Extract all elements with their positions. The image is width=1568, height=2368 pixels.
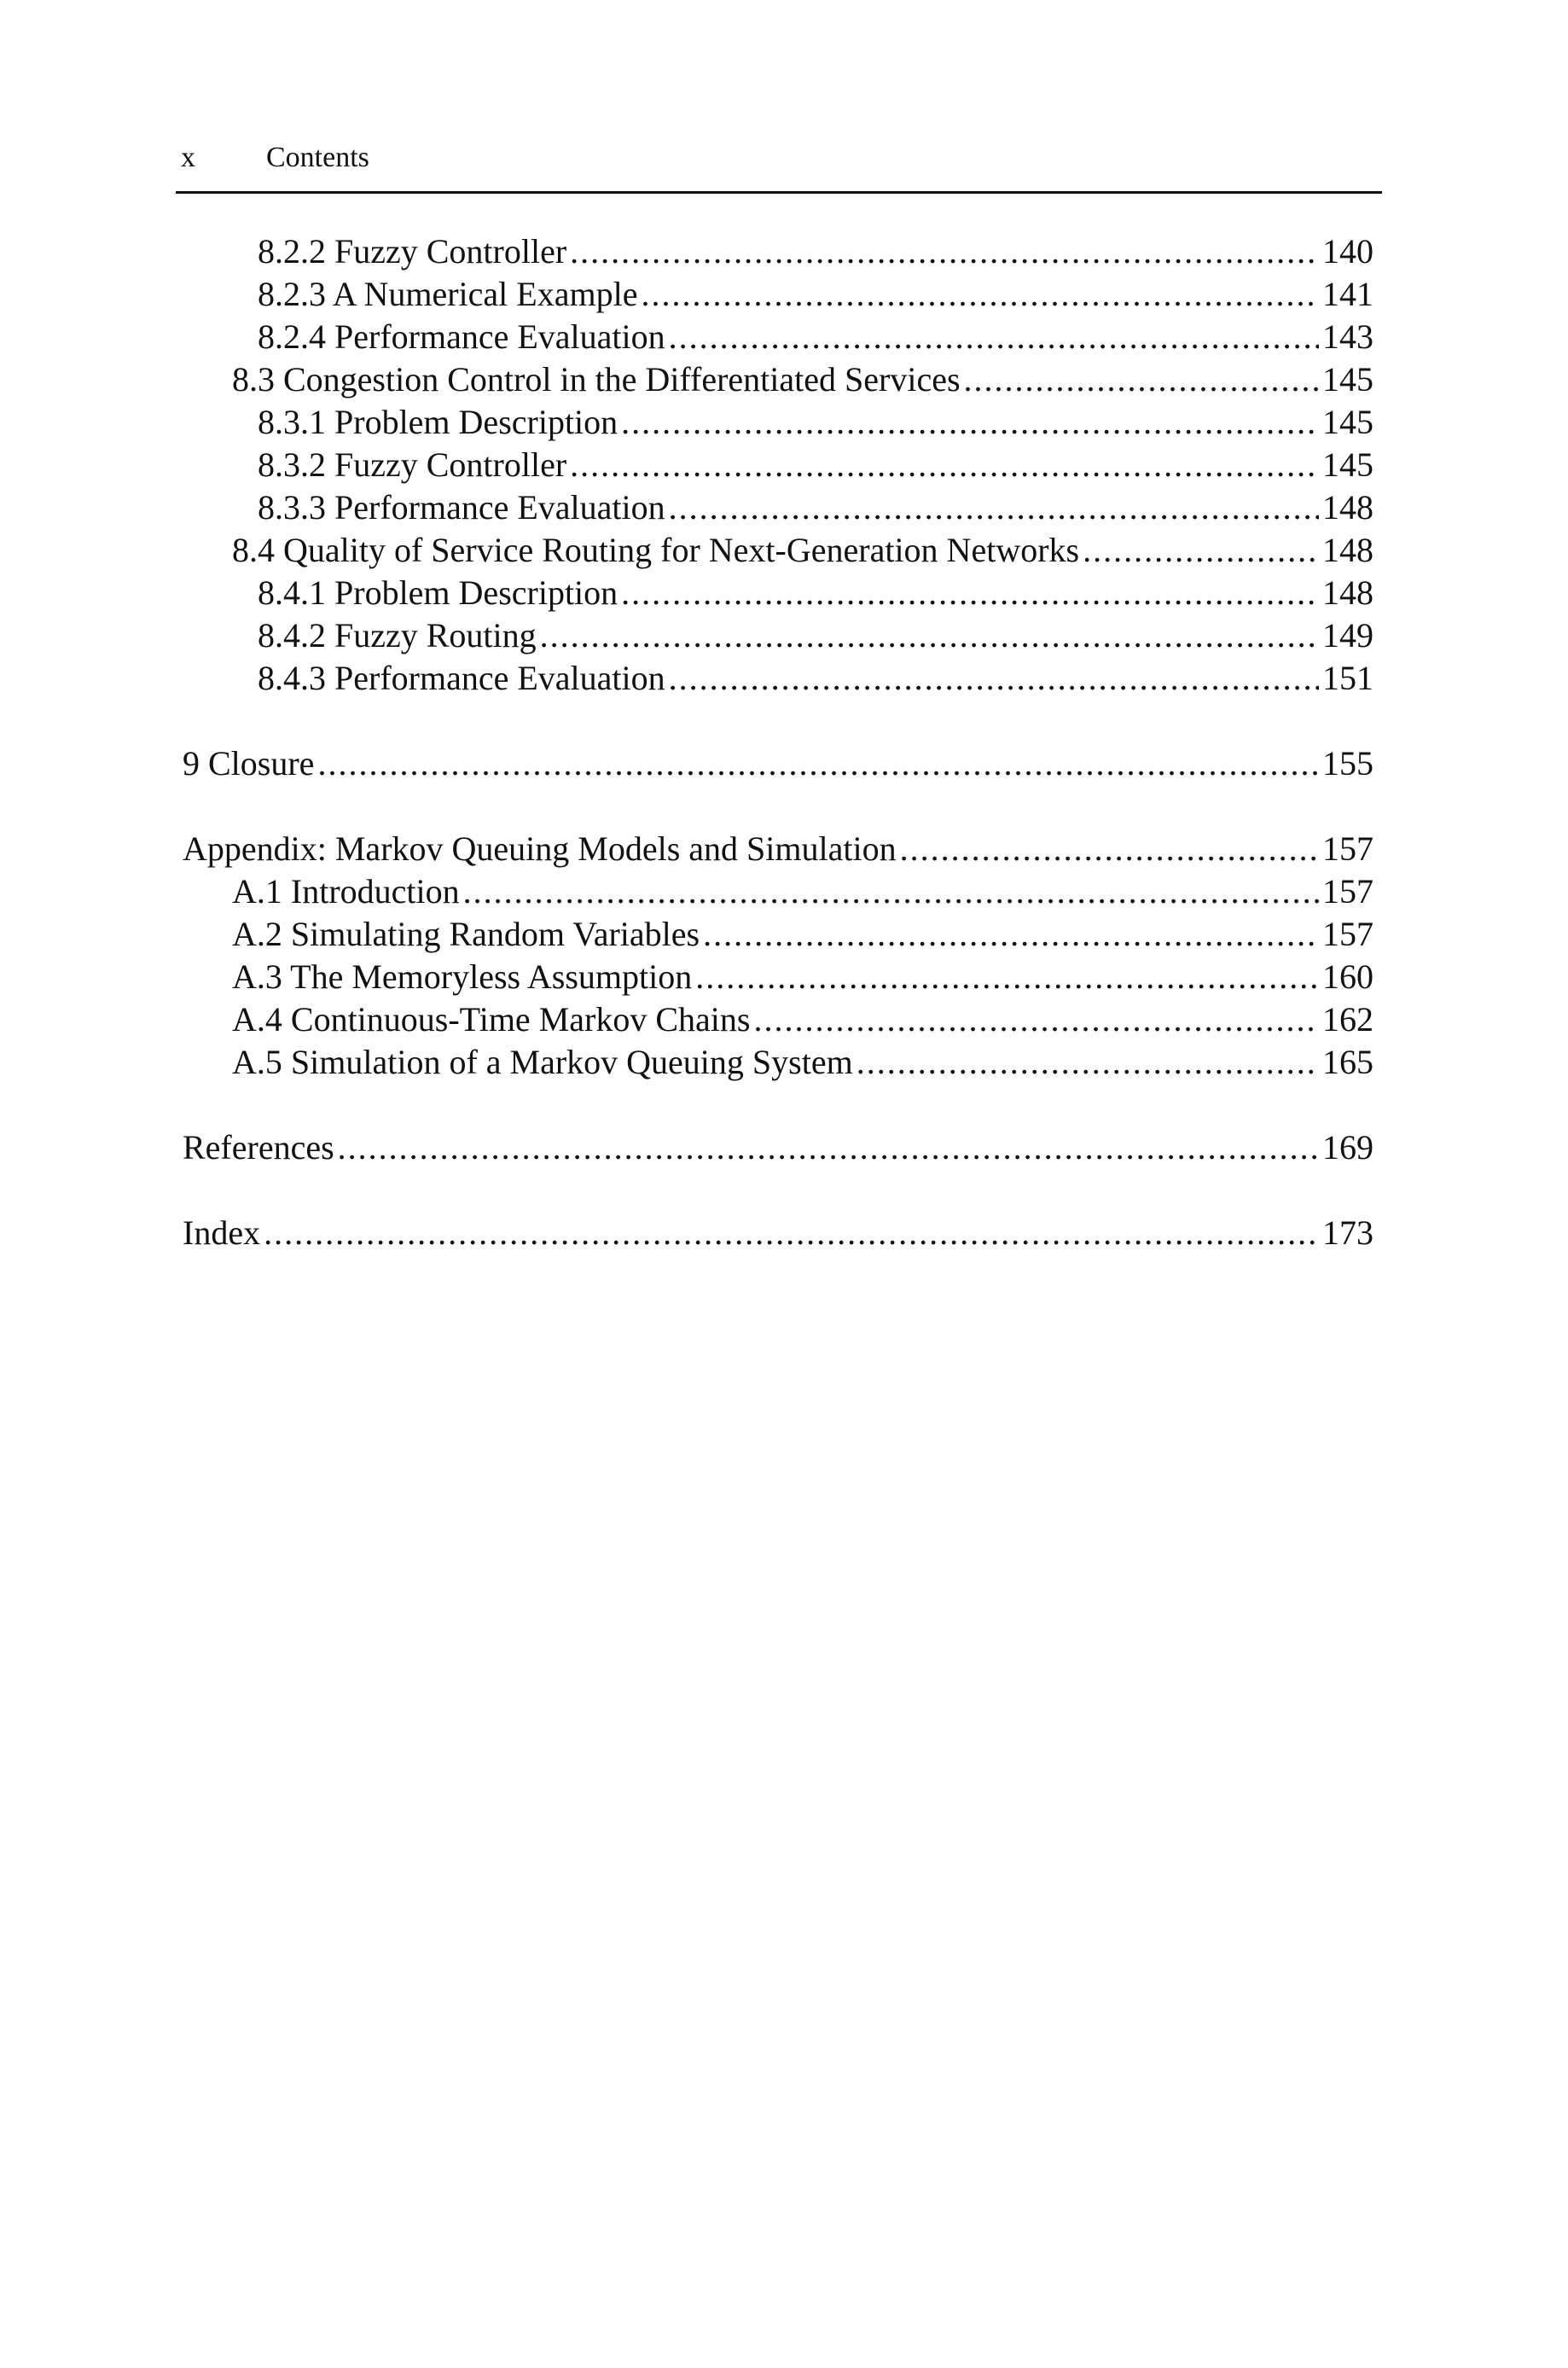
running-title: Contents bbox=[266, 142, 369, 173]
toc-entry-page: 140 bbox=[1322, 232, 1373, 271]
toc-leader-dots bbox=[1083, 529, 1319, 572]
toc-entry-title: 8.2.3 A Numerical Example bbox=[258, 275, 638, 313]
toc-leader-dots bbox=[669, 657, 1319, 700]
toc-entry-title: 8.3.2 Fuzzy Controller bbox=[258, 445, 567, 484]
toc-entry[interactable] bbox=[183, 998, 1373, 1041]
page-number: x bbox=[181, 142, 195, 173]
toc-entry-title: 8.3.3 Performance Evaluation bbox=[258, 488, 665, 527]
toc-entry-page: 151 bbox=[1322, 659, 1373, 697]
toc-entry[interactable] bbox=[183, 316, 1373, 358]
toc-entry[interactable] bbox=[183, 657, 1373, 700]
toc-entry-title: 8.3.1 Problem Description bbox=[258, 403, 618, 441]
toc-entry-page: 160 bbox=[1322, 957, 1373, 996]
toc-entry-title: A.2 Simulating Random Variables bbox=[232, 915, 700, 953]
toc-entry-page: 165 bbox=[1322, 1043, 1373, 1081]
toc-entry-page: 155 bbox=[1322, 744, 1373, 783]
toc-entry-page: 157 bbox=[1322, 915, 1373, 953]
toc-entry-title: 8.4 Quality of Service Routing for Next-Generation Networks bbox=[232, 531, 1080, 569]
toc-leader-dots bbox=[621, 401, 1319, 444]
toc-chapter-entry[interactable] bbox=[183, 828, 1373, 870]
toc-leader-dots bbox=[570, 444, 1319, 486]
toc-entry-page: 145 bbox=[1322, 403, 1373, 441]
toc-entry-page: 141 bbox=[1322, 275, 1373, 313]
toc-leader-dots bbox=[703, 913, 1319, 956]
toc-leader-dots bbox=[900, 828, 1319, 870]
toc-entry-page: 143 bbox=[1322, 317, 1373, 356]
toc-entry-title: 8.2.2 Fuzzy Controller bbox=[258, 232, 567, 271]
toc-entry-title: A.1 Introduction bbox=[232, 872, 460, 911]
toc-entry-title: Appendix: Markov Queuing Models and Simulation bbox=[183, 829, 897, 868]
toc-entry-page: 145 bbox=[1322, 360, 1373, 399]
toc-entry-title: A.5 Simulation of a Markov Queuing System bbox=[232, 1043, 853, 1081]
toc-leader-dots bbox=[621, 572, 1319, 614]
toc-entry-page: 157 bbox=[1322, 872, 1373, 911]
toc-entry-title: 8.2.4 Performance Evaluation bbox=[258, 317, 665, 356]
toc-chapter-entry[interactable] bbox=[183, 1212, 1373, 1254]
toc-leader-dots bbox=[641, 273, 1319, 316]
toc-entry-title: A.3 The Memoryless Assumption bbox=[232, 957, 693, 996]
toc-entry-page: 157 bbox=[1322, 829, 1373, 868]
toc-entry[interactable] bbox=[183, 444, 1373, 486]
toc-entry-title: Index bbox=[183, 1213, 261, 1252]
toc-entry[interactable] bbox=[183, 870, 1373, 913]
toc-chapter-entry[interactable] bbox=[183, 1126, 1373, 1169]
toc-entry[interactable] bbox=[183, 401, 1373, 444]
toc-entry-title: 8.4.2 Fuzzy Routing bbox=[258, 616, 537, 655]
toc-entry-title: 8.3 Congestion Control in the Differentiated Services bbox=[232, 360, 961, 399]
toc-entry[interactable] bbox=[183, 1041, 1373, 1084]
toc-leader-dots bbox=[695, 956, 1319, 998]
toc-entry-page: 145 bbox=[1322, 445, 1373, 484]
toc-entry-page: 148 bbox=[1322, 488, 1373, 527]
toc-entry[interactable] bbox=[183, 273, 1373, 316]
toc-leader-dots bbox=[669, 316, 1319, 358]
toc-leader-dots bbox=[964, 358, 1319, 401]
toc-entry[interactable] bbox=[183, 230, 1373, 273]
toc-entry-title: 8.4.3 Performance Evaluation bbox=[258, 659, 665, 697]
toc-entry[interactable] bbox=[183, 358, 1373, 401]
toc-entry-page: 149 bbox=[1322, 616, 1373, 655]
toc-leader-dots bbox=[317, 742, 1319, 785]
toc-entry-page: 162 bbox=[1322, 1000, 1373, 1039]
toc-entry-page: 169 bbox=[1322, 1128, 1373, 1167]
toc-entry-page: 148 bbox=[1322, 573, 1373, 612]
table-of-contents bbox=[183, 230, 1373, 1254]
page-header bbox=[181, 137, 1382, 179]
toc-entry[interactable] bbox=[183, 529, 1373, 572]
toc-leader-dots bbox=[540, 614, 1319, 657]
toc-entry[interactable] bbox=[183, 956, 1373, 998]
toc-entry-page: 148 bbox=[1322, 531, 1373, 569]
toc-leader-dots bbox=[753, 998, 1319, 1041]
toc-leader-dots bbox=[857, 1041, 1319, 1084]
toc-entry-title: References bbox=[183, 1128, 334, 1167]
toc-chapter-entry[interactable] bbox=[183, 742, 1373, 785]
toc-entry[interactable] bbox=[183, 572, 1373, 614]
toc-leader-dots bbox=[338, 1126, 1319, 1169]
toc-entry[interactable] bbox=[183, 486, 1373, 529]
toc-entry-title: 9 Closure bbox=[183, 744, 315, 783]
toc-leader-dots bbox=[669, 486, 1319, 529]
header-rule bbox=[176, 191, 1382, 194]
toc-leader-dots bbox=[570, 230, 1319, 273]
toc-leader-dots bbox=[463, 870, 1319, 913]
toc-entry[interactable] bbox=[183, 614, 1373, 657]
toc-entry-title: A.4 Continuous-Time Markov Chains bbox=[232, 1000, 751, 1039]
toc-entry-title: 8.4.1 Problem Description bbox=[258, 573, 618, 612]
toc-entry-page: 173 bbox=[1322, 1213, 1373, 1252]
toc-leader-dots bbox=[264, 1212, 1319, 1254]
toc-entry[interactable] bbox=[183, 913, 1373, 956]
